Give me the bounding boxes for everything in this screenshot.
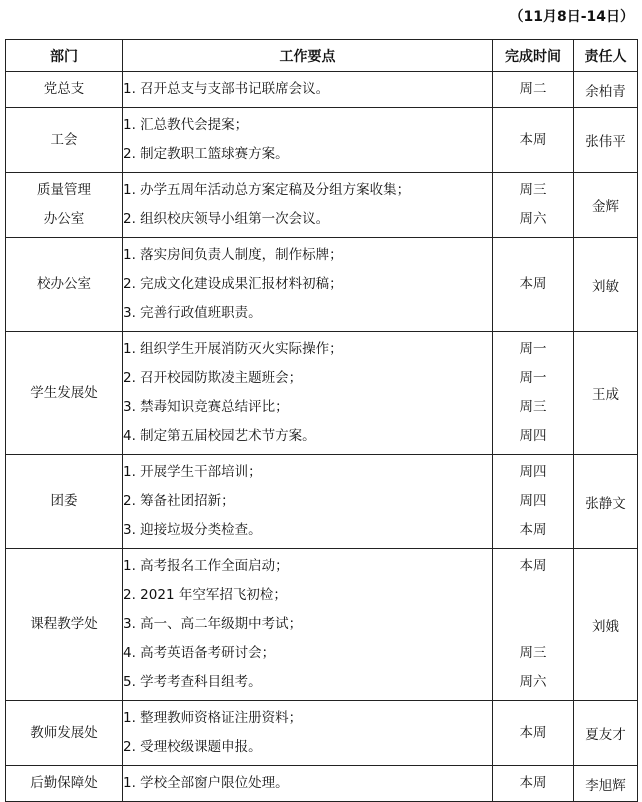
dept-name: 工会 — [50, 131, 78, 148]
table-row — [6, 173, 638, 238]
tasks-cell — [123, 332, 493, 455]
task-item: 1. 召开总支与支部书记联席会议。 — [123, 81, 330, 97]
time-cell — [493, 173, 574, 238]
time-value: 周一 — [519, 370, 547, 386]
task-item: 5. 学考考查科目组考。 — [123, 674, 262, 690]
task-item: 1. 办学五周年活动总方案定稿及分组方案收集； — [123, 182, 411, 198]
owner-cell: 余柏青 — [574, 72, 638, 108]
task-item: 3. 禁毒知识竞赛总结评比； — [123, 399, 289, 415]
dept-name: 质量管理 — [37, 182, 91, 198]
task-item: 2. 组织校庆领导小组第一次会议。 — [123, 211, 330, 227]
time-cell — [493, 455, 574, 549]
time-value: 周三 — [519, 645, 547, 661]
tasks-cell — [123, 701, 493, 766]
dept-cell — [6, 173, 123, 238]
time-cell — [493, 701, 574, 766]
tasks-cell — [123, 549, 493, 701]
task-item: 4. 高考英语备考研讨会； — [123, 645, 276, 661]
time-value: 本周 — [519, 276, 547, 292]
task-item: 2. 受理校级课题申报。 — [123, 739, 262, 755]
table-row — [6, 332, 638, 455]
dept-name: 课程教学处 — [30, 616, 98, 632]
time-cell — [493, 549, 574, 701]
time-cell — [493, 766, 574, 802]
dept-cell — [6, 766, 123, 802]
header-tasks: 工作要点 — [123, 40, 493, 72]
dept-cell — [6, 72, 123, 108]
table-row — [6, 766, 638, 802]
task-item: 4. 制定第五届校园艺术节方案。 — [123, 428, 316, 444]
dept-name: 办公室 — [43, 211, 85, 227]
table-row — [6, 108, 638, 173]
table-row — [6, 701, 638, 766]
weekly-schedule-table — [5, 39, 638, 802]
dept-name: 团委 — [50, 493, 78, 509]
header-owner: 责任人 — [574, 40, 638, 72]
dept-cell — [6, 332, 123, 455]
dept-name: 校办公室 — [37, 276, 91, 292]
table-row — [6, 72, 638, 108]
dept-name: 党总支 — [43, 81, 85, 97]
time-value: 周三 — [519, 182, 547, 198]
dept-cell — [6, 701, 123, 766]
dept-cell — [6, 238, 123, 332]
owner-cell: 王成 — [574, 332, 638, 455]
task-item: 1. 高考报名工作全面启动； — [123, 558, 289, 574]
date-range: （11月8日-14日） — [509, 9, 634, 25]
time-value: 本周 — [519, 131, 547, 148]
task-item: 2. 完成文化建设成果汇报材料初稿； — [123, 276, 343, 292]
header-dept: 部门 — [6, 40, 123, 72]
owner-cell: 夏友才 — [574, 701, 638, 766]
task-item: 1. 整理教师资格证注册资料； — [123, 710, 303, 726]
task-item: 3. 完善行政值班职责。 — [123, 305, 262, 321]
task-item: 3. 迎接垃圾分类检查。 — [123, 522, 262, 538]
table-body — [6, 72, 638, 802]
time-cell — [493, 72, 574, 108]
dept-name: 后勤保障处 — [30, 775, 98, 791]
owner-cell: 张静文 — [574, 455, 638, 549]
dept-name: 学生发展处 — [30, 384, 98, 401]
table-row — [6, 455, 638, 549]
time-value: 本周 — [519, 558, 547, 574]
time-value — [493, 581, 573, 610]
dept-cell — [6, 549, 123, 701]
owner-cell: 李旭辉 — [574, 766, 638, 802]
table-row — [6, 549, 638, 701]
task-item: 2. 筹备社团招新； — [123, 493, 235, 509]
task-item: 1. 落实房间负责人制度，制作标牌； — [123, 247, 343, 263]
time-cell — [493, 108, 574, 173]
tasks-cell — [123, 72, 493, 108]
time-value: 周六 — [519, 674, 547, 690]
owner-cell: 张伟平 — [574, 108, 638, 173]
task-item: 1. 学校全部窗户限位处理。 — [123, 775, 289, 791]
tasks-cell — [123, 766, 493, 802]
tasks-cell — [123, 173, 493, 238]
time-value: 本周 — [519, 724, 547, 741]
dept-name: 教师发展处 — [30, 724, 98, 741]
dept-cell — [6, 108, 123, 173]
table-row — [6, 238, 638, 332]
time-value: 周四 — [519, 428, 547, 444]
owner-cell: 金辉 — [574, 173, 638, 238]
task-item: 1. 组织学生开展消防灭火实际操作； — [123, 341, 343, 357]
task-item: 2. 召开校园防欺凌主题班会； — [123, 370, 303, 386]
time-value: 周三 — [519, 399, 547, 415]
tasks-cell — [123, 455, 493, 549]
owner-cell: 刘敏 — [574, 238, 638, 332]
time-value: 本周 — [519, 522, 547, 538]
task-item: 1. 开展学生干部培训； — [123, 464, 262, 480]
task-item: 2. 2021 年空军招飞初检； — [123, 587, 287, 603]
time-value: 本周 — [519, 775, 547, 791]
time-value — [493, 610, 573, 639]
dept-cell — [6, 455, 123, 549]
time-value: 周六 — [519, 211, 547, 227]
time-value: 周四 — [519, 464, 547, 480]
time-value: 周二 — [519, 81, 547, 97]
owner-cell: 刘娥 — [574, 549, 638, 701]
task-item: 2. 制定教职工篮球赛方案。 — [123, 146, 289, 162]
time-cell — [493, 238, 574, 332]
tasks-cell — [123, 238, 493, 332]
task-item: 3. 高一、高二年级期中考试； — [123, 616, 303, 632]
header-time: 完成时间 — [493, 40, 574, 72]
header-row — [6, 40, 638, 72]
time-cell — [493, 332, 574, 455]
time-value: 周一 — [519, 341, 547, 357]
time-value: 周四 — [519, 493, 547, 509]
task-item: 1. 汇总教代会提案； — [123, 117, 249, 133]
tasks-cell — [123, 108, 493, 173]
